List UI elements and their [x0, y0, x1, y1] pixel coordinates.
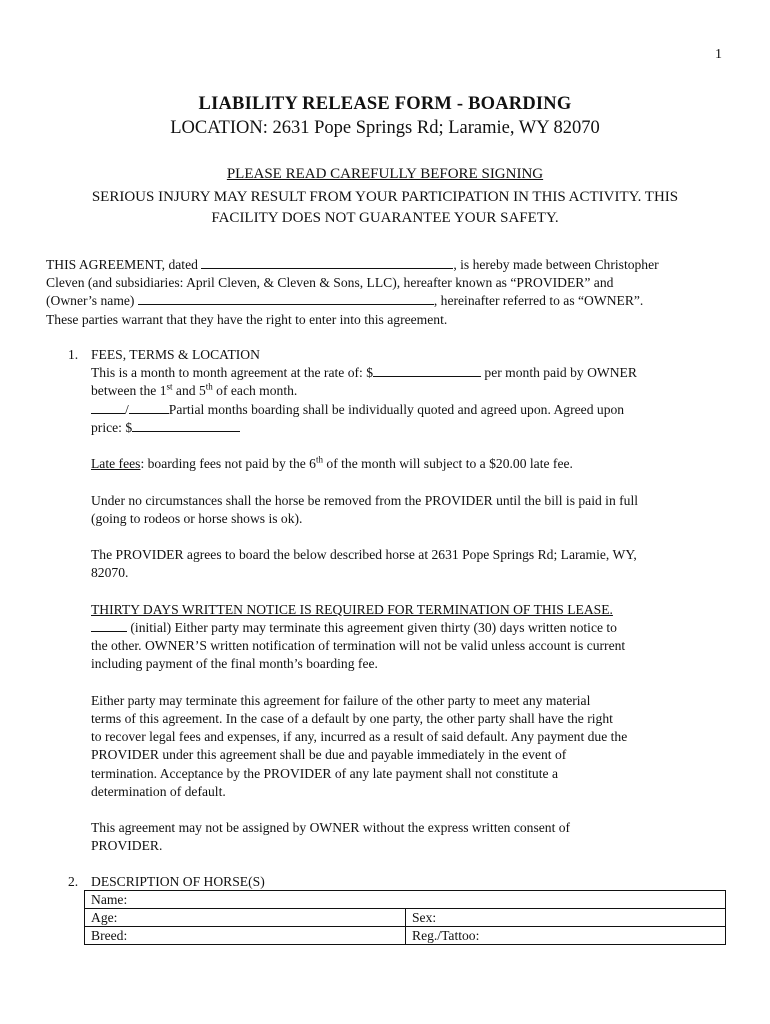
owner-name-blank[interactable]: [138, 292, 434, 305]
boarding-location-text: 82070.: [91, 565, 129, 581]
notice-heading: THIRTY DAYS WRITTEN NOTICE IS REQUIRED FOR TERMINATION OF THIS LEASE.: [91, 601, 613, 617]
default-text: PROVIDER under this agreement shall be due and payable immediately in the event of: [91, 747, 567, 763]
notice-text: the other. OWNER’S written notification of termination will not be valid unless account is current: [91, 638, 626, 654]
table-row: [85, 909, 726, 927]
initial-blank-1[interactable]: [91, 401, 125, 414]
intro-text: (Owner’s name): [46, 293, 138, 309]
agreed-price-blank[interactable]: [132, 419, 240, 432]
page-number: 1: [715, 47, 722, 62]
assignment-text: PROVIDER.: [91, 838, 163, 854]
partial-months-text: Partial months boarding shall be individually quoted and agreed upon. Agreed upon: [168, 401, 625, 417]
intro-text: , hereinafter referred to as “OWNER”.: [433, 293, 644, 309]
assignment-text: This agreement may not be assigned by OWNER without the express written consent of: [91, 820, 571, 836]
warning-line-2: FACILITY DOES NOT GUARANTEE YOUR SAFETY.: [211, 210, 559, 226]
intro-text: THIS AGREEMENT, dated: [46, 257, 202, 272]
intro-text: , is hereby made between Christopher: [453, 257, 659, 272]
table-row: [85, 891, 726, 909]
section-horse-description: [46, 873, 726, 891]
form-location: LOCATION: 2631 Pope Springs Rd; Laramie, WY 82070: [170, 118, 600, 138]
default-text: terms of this agreement. In the case of a default by one party, the other party shall have the right: [91, 710, 613, 726]
billing-window: between the 1st and 5th of each month.: [91, 381, 298, 399]
late-fees-paragraph: Late fees: boarding fees not paid by the 6th of the month will subject to a $20.00 late fee.: [91, 454, 573, 472]
horse-name-field[interactable]: Name:: [85, 891, 726, 909]
horse-sex-field[interactable]: Sex:: [406, 909, 726, 927]
horse-description-table: [84, 890, 726, 945]
horse-reg-field[interactable]: Reg./Tattoo:: [406, 927, 726, 945]
default-text: termination. Acceptance by the PROVIDER of any late payment shall not constitute a: [91, 765, 558, 781]
removal-text: (going to rodeos or horse shows is ok).: [91, 510, 303, 526]
notice-initial-blank[interactable]: [91, 619, 127, 632]
slash: /: [125, 401, 129, 417]
horse-age-field[interactable]: Age:: [85, 909, 406, 927]
rate-text: This is a month to month agreement at the rate of: $: [91, 365, 373, 381]
date-blank[interactable]: [201, 256, 453, 269]
removal-text: Under no circumstances shall the horse be removed from the PROVIDER until the bill is paid in full: [91, 492, 639, 508]
agreement-intro: [46, 256, 726, 329]
default-text: to recover legal fees and expenses, if any, incurred as a result of said default. Any payment due the: [91, 729, 628, 745]
default-text: determination of default.: [91, 783, 226, 799]
section-number: 2.: [68, 874, 79, 889]
warning-line-1: SERIOUS INJURY MAY RESULT FROM YOUR PARTICIPATION IN THIS ACTIVITY. THIS: [91, 189, 679, 205]
section-fees-terms: [46, 346, 726, 856]
table-row: [85, 927, 726, 945]
intro-text: Cleven (and subsidiaries: April Cleven, & Cleven & Sons, LLC), hereafter known as “PROVIDER” and: [46, 275, 614, 291]
notice-text: including payment of the final month’s boarding fee.: [91, 656, 378, 672]
form-title: LIABILITY RELEASE FORM - BOARDING: [198, 94, 572, 114]
section-heading: DESCRIPTION OF HORSE(S): [91, 874, 265, 889]
initial-blank-2[interactable]: [129, 401, 169, 414]
notice-text: (initial) Either party may terminate this agreement given thirty (30) days written notice to: [127, 619, 617, 635]
section-heading: FEES, TERMS & LOCATION: [91, 347, 260, 362]
intro-text: These parties warrant that they have the right to enter into this agreement.: [46, 311, 448, 327]
price-label: price: $: [91, 419, 133, 435]
boarding-location-text: The PROVIDER agrees to board the below described horse at 2631 Pope Springs Rd; Laramie, WY,: [91, 547, 637, 563]
warning-heading: PLEASE READ CAREFULLY BEFORE SIGNING: [226, 166, 544, 182]
monthly-rate-blank[interactable]: [373, 364, 481, 377]
horse-breed-field[interactable]: Breed:: [85, 927, 406, 945]
section-number: 1.: [68, 347, 79, 362]
rate-text: per month paid by OWNER: [481, 365, 637, 381]
default-text: Either party may terminate this agreement for failure of the other party to meet any material: [91, 692, 591, 708]
